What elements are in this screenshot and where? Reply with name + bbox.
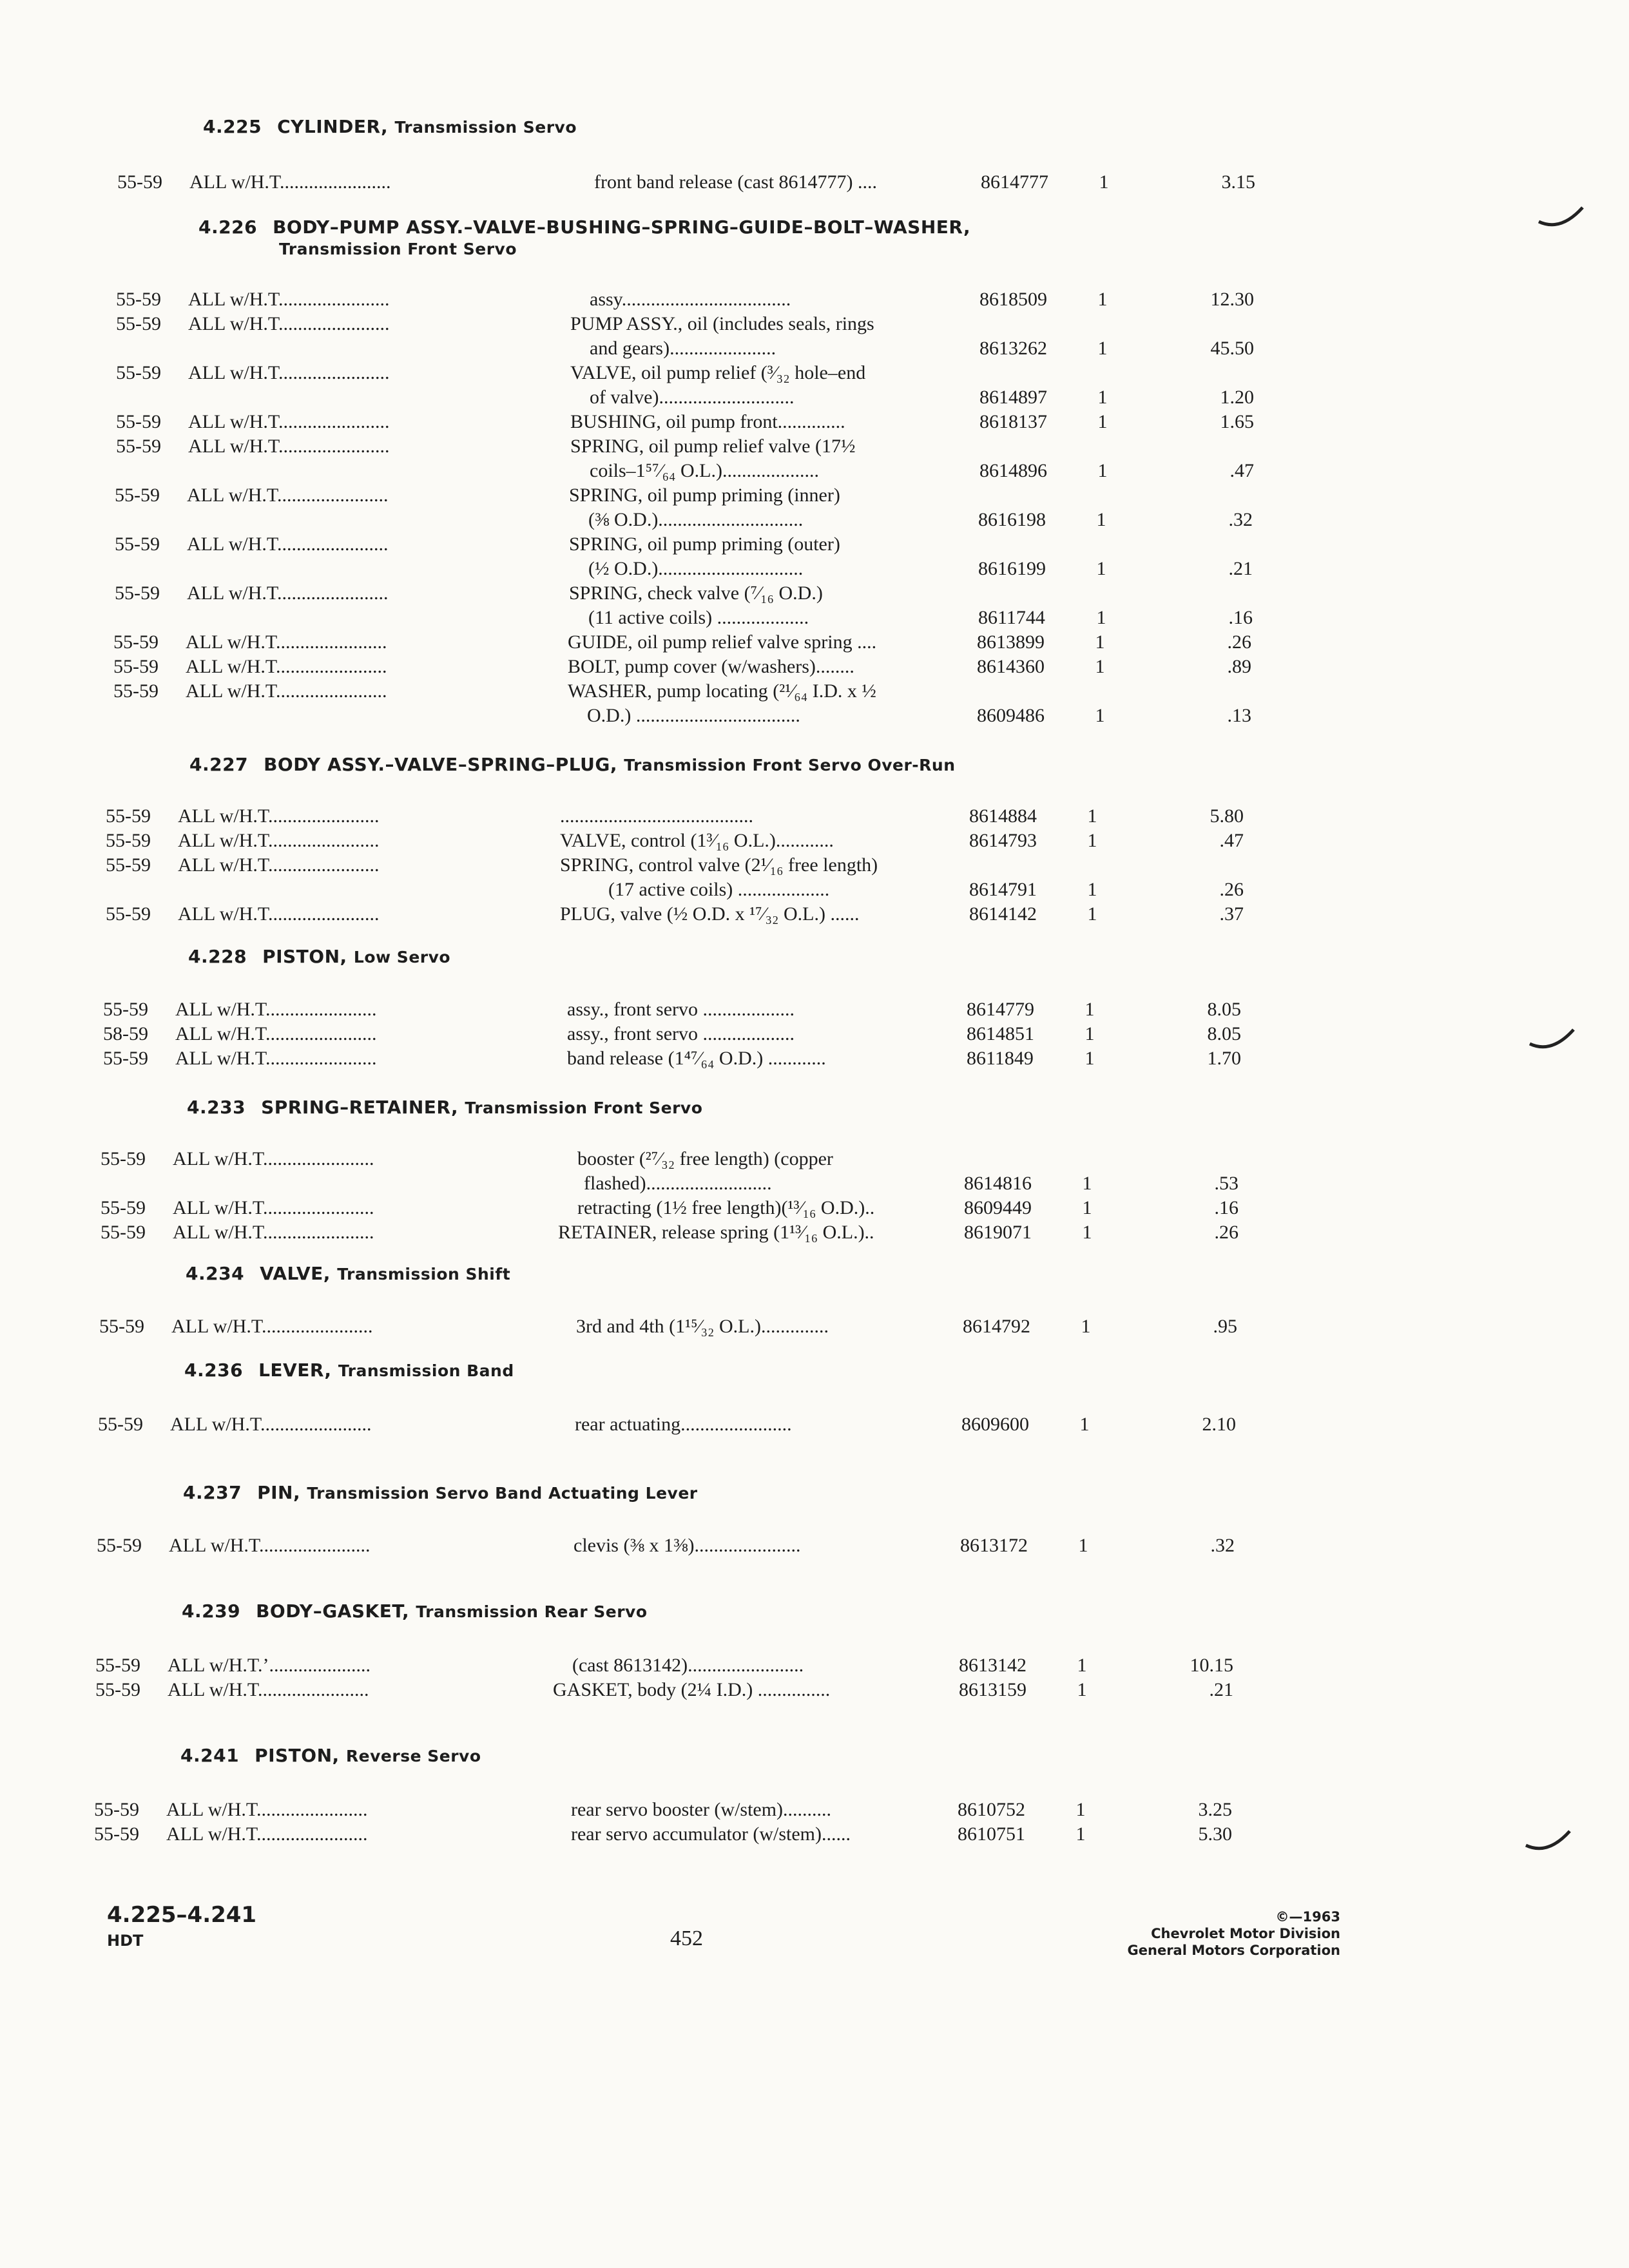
application: ALL w/H.T.......................: [173, 1197, 374, 1218]
section-subtitle: Transmission Servo Band Actuating Lever: [307, 1484, 698, 1503]
part-number: 8614792: [963, 1316, 1030, 1337]
description: (⅜ O.D.)..............................: [588, 509, 804, 530]
part-number: 8610751: [958, 1823, 1025, 1845]
description: booster (²⁷⁄₃₂ free length) (copper: [577, 1148, 833, 1169]
section-header: [180, 1745, 481, 1767]
description: VALVE, oil pump relief (³⁄₃₂ hole–end: [570, 362, 866, 383]
quantity: 1: [1097, 338, 1108, 359]
application: ALL w/H.T.......................: [188, 362, 390, 383]
year-range: 55-59: [103, 1048, 148, 1069]
section-number: 4.237: [183, 1482, 242, 1503]
quantity: 1: [1077, 1679, 1087, 1700]
year-range: 55-59: [103, 999, 148, 1020]
description: (½ O.D.)..............................: [588, 558, 804, 579]
description: rear servo accumulator (w/stem)......: [571, 1823, 851, 1845]
year-range: 55-59: [115, 485, 160, 506]
section-title: SPRING–RETAINER,: [261, 1097, 459, 1118]
application: ALL w/H.T.......................: [173, 1222, 374, 1243]
footer-subcode: HDT: [107, 1932, 144, 1950]
application: ALL w/H.T.......................: [188, 436, 390, 457]
section-title: BODY–PUMP ASSY.–VALVE–BUSHING–SPRING–GUIDE–BOLT–WASHER,: [273, 216, 971, 238]
description: assy., front servo ...................: [567, 999, 795, 1020]
price: .26: [1214, 1222, 1239, 1243]
section-title: BODY–GASKET,: [256, 1600, 410, 1622]
price: .89: [1227, 656, 1251, 677]
section-number: 4.225: [203, 116, 262, 137]
application: ALL w/H.T.......................: [178, 854, 380, 876]
description: SPRING, control valve (2¹⁄₁₆ free length): [560, 854, 878, 876]
quantity: 1: [1099, 171, 1109, 193]
price: 10.15: [1190, 1655, 1233, 1676]
year-range: 55-59: [116, 313, 161, 334]
section-header: [184, 1360, 514, 1382]
application: ALL w/H.T.......................: [166, 1823, 368, 1845]
description: (17 active coils) ...................: [608, 879, 830, 900]
description: O.D.) ..................................: [587, 705, 800, 726]
part-number: 8616198: [978, 509, 1046, 530]
price: 5.30: [1198, 1823, 1232, 1845]
price: 3.25: [1198, 1799, 1232, 1820]
application: ALL w/H.T.......................: [171, 1316, 373, 1337]
description: coils–1⁵⁷⁄₆₄ O.L.)....................: [590, 460, 819, 481]
application: ALL w/H.T.......................: [175, 999, 377, 1020]
section-number: 4.236: [184, 1360, 244, 1381]
section-subtitle: Transmission Servo: [394, 118, 577, 137]
description: SPRING, oil pump priming (inner): [569, 485, 840, 506]
price: .32: [1228, 509, 1253, 530]
quantity: 1: [1075, 1823, 1086, 1845]
quantity: 1: [1075, 1799, 1086, 1820]
price: .47: [1219, 830, 1244, 851]
quantity: 1: [1082, 1173, 1092, 1194]
description: ........................................: [560, 805, 753, 827]
quantity: 1: [1095, 631, 1105, 653]
application: ALL w/H.T.......................: [175, 1023, 377, 1044]
application: ALL w/H.T.......................: [186, 656, 387, 677]
part-number: 8613172: [960, 1535, 1028, 1556]
description: GASKET, body (2¼ I.D.) ...............: [553, 1679, 831, 1700]
price: .53: [1214, 1173, 1239, 1194]
year-range: 55-59: [101, 1222, 146, 1243]
part-number: 8614851: [967, 1023, 1034, 1044]
year-range: 55-59: [101, 1197, 146, 1218]
binder-mark-icon: [1528, 1026, 1575, 1052]
description: BUSHING, oil pump front..............: [570, 411, 845, 432]
quantity: 1: [1082, 1222, 1092, 1243]
section-subtitle: Low Servo: [353, 948, 451, 966]
price: .26: [1227, 631, 1251, 653]
application: ALL w/H.T.......................: [166, 1799, 368, 1820]
year-range: 55-59: [116, 436, 161, 457]
section-number: 4.233: [187, 1097, 246, 1118]
description: SPRING, oil pump relief valve (17½: [570, 436, 856, 457]
part-number: 8613159: [959, 1679, 1027, 1700]
section-header: [188, 946, 450, 968]
part-number: 8614791: [969, 879, 1037, 900]
price: 45.50: [1210, 338, 1254, 359]
description: front band release (cast 8614777) ....: [594, 171, 878, 193]
section-title: PIN,: [257, 1482, 301, 1503]
price: .16: [1214, 1197, 1239, 1218]
price: .16: [1228, 607, 1253, 628]
section-subtitle: Transmission Front Servo: [279, 240, 517, 258]
section-subtitle: Transmission Front Servo Over-Run: [624, 756, 956, 774]
quantity: 1: [1095, 705, 1105, 726]
section-number: 4.234: [186, 1263, 245, 1284]
quantity: 1: [1097, 411, 1108, 432]
year-range: 55-59: [106, 903, 151, 925]
binder-mark-icon: [1537, 204, 1584, 229]
description: RETAINER, release spring (1¹³⁄₁₆ O.L.)..: [558, 1222, 874, 1243]
copyright: ©—1963: [1275, 1909, 1340, 1925]
application: ALL w/H.T.......................: [189, 171, 391, 193]
part-number: 8618509: [979, 289, 1047, 310]
application: ALL w/H.T.......................: [188, 313, 390, 334]
description: VALVE, control (1³⁄₁₆ O.L.)............: [560, 830, 834, 851]
quantity: 1: [1084, 999, 1095, 1020]
description: WASHER, pump locating (²¹⁄₆₄ I.D. x ½: [568, 680, 876, 702]
binder-mark-icon: [1525, 1827, 1571, 1853]
application: ALL w/H.T.......................: [178, 830, 380, 851]
section-header: [203, 116, 577, 139]
price: .95: [1213, 1316, 1237, 1337]
section-number: 4.239: [182, 1600, 241, 1622]
quantity: 1: [1084, 1048, 1095, 1069]
quantity: 1: [1096, 509, 1106, 530]
publisher-corporation: General Motors Corporation: [1127, 1943, 1340, 1958]
quantity: 1: [1081, 1316, 1091, 1337]
description: and gears)......................: [590, 338, 776, 359]
description: GUIDE, oil pump relief valve spring ....: [568, 631, 877, 653]
part-number: 8619071: [964, 1222, 1032, 1243]
section-title: CYLINDER,: [277, 116, 389, 137]
application: ALL w/H.T.’.....................: [168, 1655, 371, 1676]
year-range: 55-59: [116, 289, 161, 310]
application: ALL w/H.T.......................: [173, 1148, 374, 1169]
price: 3.15: [1221, 171, 1255, 193]
part-number: 8614896: [979, 460, 1047, 481]
year-range: 55-59: [106, 805, 151, 827]
year-range: 55-59: [115, 533, 160, 555]
part-number: 8616199: [978, 558, 1046, 579]
price: .26: [1219, 879, 1244, 900]
part-number: 8614884: [969, 805, 1037, 827]
year-range: 55-59: [106, 854, 151, 876]
year-range: 55-59: [98, 1414, 143, 1435]
application: ALL w/H.T.......................: [178, 903, 380, 925]
application: ALL w/H.T.......................: [186, 631, 387, 653]
description: retracting (1½ free length)(¹³⁄₁₆ O.D.)..: [577, 1197, 875, 1218]
year-range: 55-59: [113, 680, 159, 702]
section-subtitle: Reverse Servo: [345, 1747, 481, 1765]
year-range: 55-59: [115, 582, 160, 604]
application: ALL w/H.T.......................: [187, 485, 389, 506]
year-range: 55-59: [116, 362, 161, 383]
application: ALL w/H.T.......................: [187, 582, 389, 604]
page-number: 452: [670, 1927, 703, 1950]
section-subtitle: Transmission Shift: [337, 1265, 511, 1283]
application: ALL w/H.T.......................: [188, 411, 390, 432]
description: PUMP ASSY., oil (includes seals, rings: [570, 313, 874, 334]
part-number: 8614779: [967, 999, 1034, 1020]
application: ALL w/H.T.......................: [187, 533, 389, 555]
section-title: PISTON,: [255, 1745, 340, 1766]
price: 5.80: [1210, 805, 1244, 827]
quantity: 1: [1087, 830, 1097, 851]
quantity: 1: [1087, 879, 1097, 900]
application: ALL w/H.T.......................: [188, 289, 390, 310]
part-number: 8614816: [964, 1173, 1032, 1194]
year-range: 55-59: [95, 1679, 140, 1700]
description: 3rd and 4th (1¹⁵⁄₃₂ O.L.)..............: [576, 1316, 829, 1337]
price: 1.20: [1220, 387, 1254, 408]
footer-code: 4.225–4.241: [107, 1902, 257, 1928]
section-number: 4.227: [189, 754, 249, 775]
description: PLUG, valve (½ O.D. x ¹⁷⁄₃₂ O.L.) ......: [560, 903, 860, 925]
section-header: [189, 754, 956, 776]
quantity: 1: [1097, 387, 1108, 408]
price: 2.10: [1202, 1414, 1236, 1435]
description: (cast 8613142)........................: [572, 1655, 804, 1676]
part-number: 8610752: [958, 1799, 1025, 1820]
price: .32: [1210, 1535, 1235, 1556]
year-range: 55-59: [116, 411, 161, 432]
description: BOLT, pump cover (w/washers)........: [568, 656, 854, 677]
year-range: 55-59: [94, 1799, 139, 1820]
description: clevis (⅜ x 1⅜)......................: [574, 1535, 801, 1556]
part-number: 8614777: [981, 171, 1048, 193]
part-number: 8611744: [978, 607, 1045, 628]
section-header: [183, 1482, 698, 1504]
year-range: 55-59: [97, 1535, 142, 1556]
price: .13: [1227, 705, 1251, 726]
section-header: [182, 1600, 648, 1623]
description: flashed)..........................: [584, 1173, 772, 1194]
part-number: 8613899: [977, 631, 1045, 653]
price: 12.30: [1210, 289, 1254, 310]
section-subtitle: Transmission Front Servo: [465, 1099, 703, 1117]
part-number: 8614360: [977, 656, 1045, 677]
description: band release (1⁴⁷⁄₆₄ O.D.) ............: [567, 1048, 826, 1069]
quantity: 1: [1079, 1414, 1090, 1435]
footer-publisher: [1095, 1908, 1340, 1959]
price: .21: [1228, 558, 1253, 579]
price: .37: [1219, 903, 1244, 925]
year-range: 55-59: [113, 656, 159, 677]
description: SPRING, check valve (⁷⁄₁₆ O.D.): [569, 582, 823, 604]
section-title: BODY ASSY.–VALVE–SPRING–PLUG,: [264, 754, 617, 775]
quantity: 1: [1096, 558, 1106, 579]
year-range: 55-59: [99, 1316, 144, 1337]
section-title: VALVE,: [260, 1263, 331, 1284]
footer-section-range: [107, 1902, 256, 1950]
section-header: [186, 1263, 510, 1285]
year-range: 55-59: [113, 631, 159, 653]
part-number: 8609449: [964, 1197, 1032, 1218]
part-number: 8614793: [969, 830, 1037, 851]
section-number: 4.228: [188, 946, 247, 967]
quantity: 1: [1097, 460, 1108, 481]
year-range: 55-59: [94, 1823, 139, 1845]
quantity: 1: [1084, 1023, 1095, 1044]
price: 8.05: [1207, 999, 1241, 1020]
section-number: 4.241: [180, 1745, 240, 1766]
price: 8.05: [1207, 1023, 1241, 1044]
year-range: 58-59: [103, 1023, 148, 1044]
quantity: 1: [1095, 656, 1105, 677]
part-number: 8618137: [979, 411, 1047, 432]
price: .21: [1209, 1679, 1233, 1700]
part-number: 8609486: [977, 705, 1045, 726]
section-subtitle: Transmission Rear Servo: [416, 1602, 648, 1621]
section-number: 4.226: [198, 216, 258, 238]
description: assy., front servo ...................: [567, 1023, 795, 1044]
quantity: 1: [1087, 903, 1097, 925]
part-number: 8611849: [967, 1048, 1034, 1069]
section-subtitle: Transmission Band: [338, 1361, 514, 1380]
part-number: 8613142: [959, 1655, 1027, 1676]
price: .47: [1229, 460, 1254, 481]
publisher-division: Chevrolet Motor Division: [1151, 1926, 1340, 1941]
application: ALL w/H.T.......................: [170, 1414, 372, 1435]
description: (11 active coils) ...................: [588, 607, 809, 628]
description: SPRING, oil pump priming (outer): [569, 533, 840, 555]
quantity: 1: [1096, 607, 1106, 628]
description: of valve)............................: [590, 387, 795, 408]
section-title: PISTON,: [262, 946, 347, 967]
quantity: 1: [1078, 1535, 1088, 1556]
quantity: 1: [1087, 805, 1097, 827]
application: ALL w/H.T.......................: [169, 1535, 371, 1556]
part-number: 8614897: [979, 387, 1047, 408]
quantity: 1: [1077, 1655, 1087, 1676]
year-range: 55-59: [101, 1148, 146, 1169]
application: ALL w/H.T.......................: [175, 1048, 377, 1069]
section-header: [198, 216, 970, 260]
part-number: 8614142: [969, 903, 1037, 925]
part-number: 8609600: [961, 1414, 1029, 1435]
quantity: 1: [1082, 1197, 1092, 1218]
description: rear actuating.......................: [575, 1414, 792, 1435]
description: assy...................................: [590, 289, 791, 310]
application: ALL w/H.T.......................: [168, 1679, 369, 1700]
description: rear servo booster (w/stem)..........: [571, 1799, 832, 1820]
price: 1.70: [1207, 1048, 1241, 1069]
part-number: 8613262: [979, 338, 1047, 359]
year-range: 55-59: [117, 171, 162, 193]
price: 1.65: [1220, 411, 1254, 432]
application: ALL w/H.T.......................: [178, 805, 380, 827]
application: ALL w/H.T.......................: [186, 680, 387, 702]
quantity: 1: [1097, 289, 1108, 310]
year-range: 55-59: [106, 830, 151, 851]
section-title: LEVER,: [258, 1360, 332, 1381]
section-header: [187, 1097, 702, 1119]
year-range: 55-59: [95, 1655, 140, 1676]
